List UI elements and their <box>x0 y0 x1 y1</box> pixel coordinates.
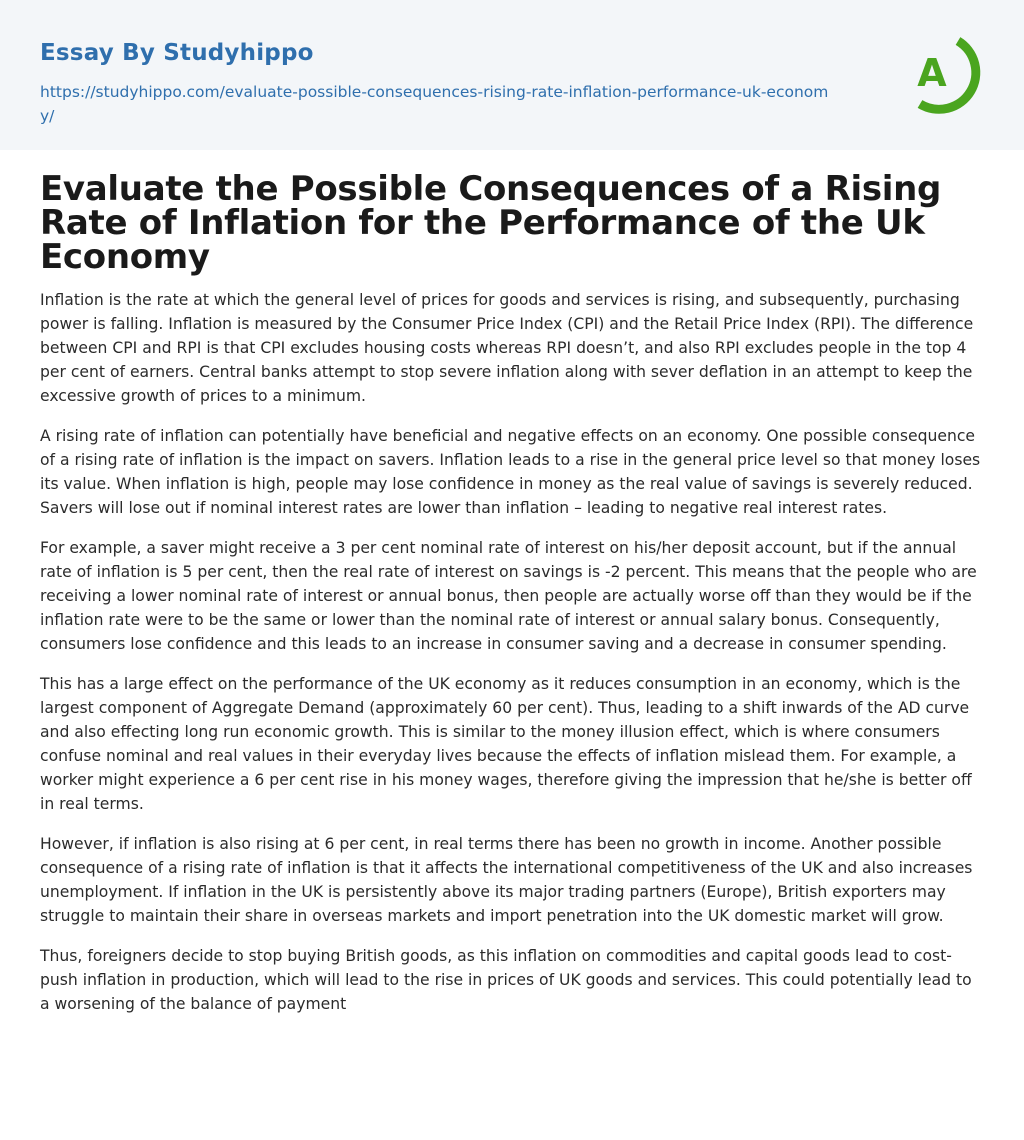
page-header <box>0 0 1024 150</box>
article-paragraph: For example, a saver might receive a 3 per cent nominal rate of interest on his/her deposit account, but if the annual rate of inflation is 5 per cent, then the real rate of interest on savings is -2 percent. This means that the people who are receiving a lower nominal rate of interest or annual bonus, then people are actually worse off than they would be if the inflation rate were to be the same or lower than the nominal rate of interest or annual salary bonus. Consequently, consumers lose confidence and this leads to an increase in consumer saving and a decrease in consumer spending. <box>40 539 977 653</box>
article-paragraph: Thus, foreigners decide to stop buying British goods, as this inflation on commodities and capital goods lead to cost-push inflation in production, which will lead to the rise in prices of UK goods and services. This could potentially lead to a worsening of the balance of payment <box>40 947 972 1013</box>
article <box>0 150 1024 1016</box>
article-paragraph: Inflation is the rate at which the general level of prices for goods and services is rising, and subsequently, purchasing power is falling. Inflation is measured by the Consumer Price Index (CPI) and the Retail Price Index (RPI). The difference between CPI and RPI is that CPI excludes housing costs whereas RPI doesn’t, and also RPI excludes people in the top 4 per cent of earners. Central banks attempt to stop severe inflation along with sever deflation in an attempt to keep the excessive growth of prices to a minimum. <box>40 291 974 405</box>
article-paragraph: However, if inflation is also rising at 6 per cent, in real terms there has been no growth in income. Another possible consequence of a rising rate of inflation is that it affects the international competitiveness of the UK and also increases unemployment. If inflation in the UK is persistently above its major trading partners (Europe), British exporters may struggle to maintain their share in overseas markets and import penetration into the UK domestic market will grow. <box>40 835 973 925</box>
brand-title: Essay By Studyhippo <box>40 40 314 66</box>
article-paragraph: A rising rate of inflation can potentially have beneficial and negative effects on an economy. One possible consequence of a rising rate of inflation is the impact on savers. Inflation leads to a rise in the general price level so that money loses its value. When inflation is high, people may lose confidence in money as the real value of savings is severely reduced. Savers will lose out if nominal interest rates are lower than inflation – leading to negative real interest rates. <box>40 427 981 517</box>
logo-letter: A <box>917 51 947 95</box>
article-paragraph: This has a large effect on the performance of the UK economy as it reduces consumption in an economy, which is the largest component of Aggregate Demand (approximately 60 per cent). Thus, leading to a shift inwards of the AD curve and also effecting long run economic growth. This is similar to the money illusion effect, which is where consumers confuse nominal and real values in their everyday lives because the effects of inflation mislead them. For example, a worker might experience a 6 per cent rise in his money wages, therefore giving the impression that he/she is better off in real terms. <box>40 675 972 813</box>
studyhippo-logo-icon[interactable] <box>896 28 986 118</box>
article-title: Evaluate the Possible Consequences of a Rising Rate of Inflation for the Performance of the Uk Economy <box>40 169 942 277</box>
source-url-link[interactable]: https://studyhippo.com/evaluate-possible-consequences-rising-rate-inflation-performance-uk-economy/ <box>40 83 829 125</box>
